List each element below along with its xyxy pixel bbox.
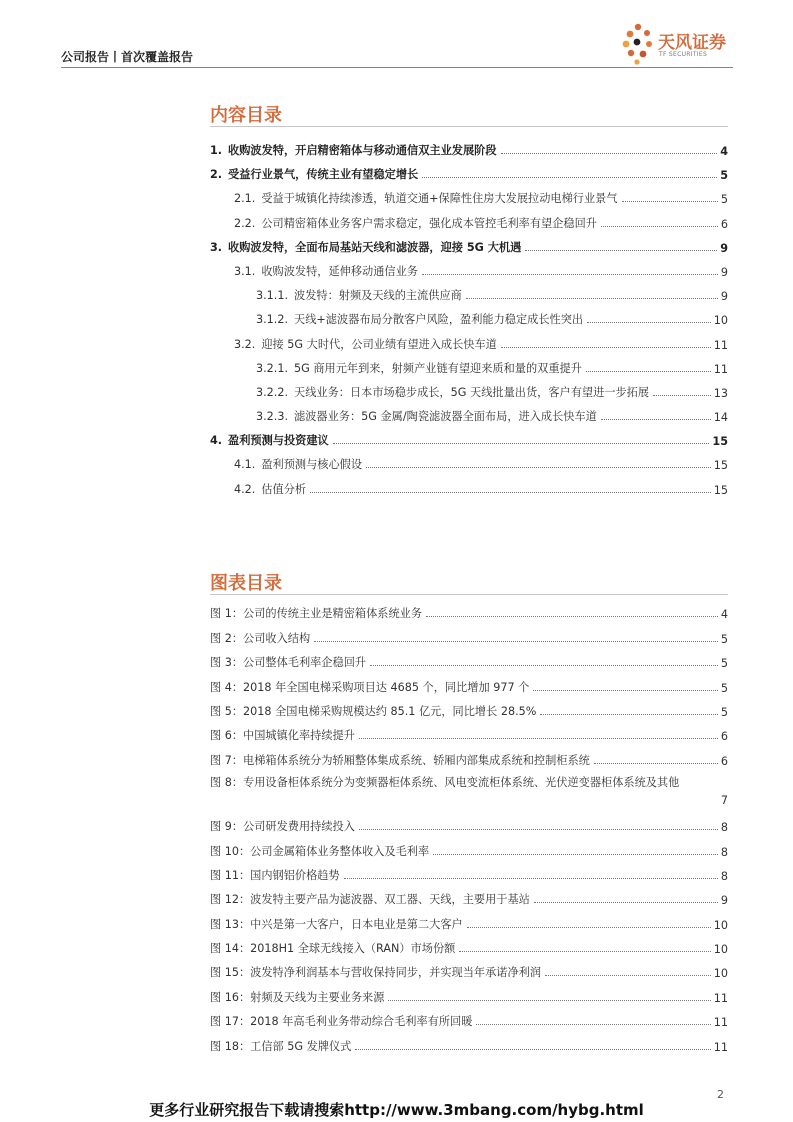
dot-leader: [534, 902, 718, 903]
figure-entry[interactable]: [210, 621, 728, 645]
figure-entry-title: 图 7：电梯箱体系统分为轿厢整体集成系统、轿厢内部集成系统和控制柜系统: [210, 753, 590, 767]
toc-entry[interactable]: [210, 279, 728, 303]
dot-leader: [467, 927, 711, 928]
figure-entry[interactable]: [210, 695, 728, 719]
toc-entry-number: 3.2.1.: [256, 361, 289, 375]
dot-leader: [433, 854, 718, 855]
figure-entry-page: 5: [720, 705, 728, 719]
dot-leader: [601, 419, 711, 420]
dot-leader: [501, 347, 711, 348]
dot-leader: [594, 763, 718, 764]
toc-entry-page: 14: [713, 411, 728, 425]
toc-entry-number: 3.1.1.: [256, 289, 289, 303]
toc-entry-page: 15: [713, 459, 728, 473]
dot-leader: [344, 878, 718, 879]
report-type-label: 公司报告丨首次覆盖报告: [61, 50, 194, 64]
toc-entry[interactable]: [210, 303, 728, 327]
figure-entry-page: 5: [720, 657, 728, 671]
figure-entry-page: 8: [720, 821, 728, 835]
figures-title-underline: [210, 594, 728, 595]
figure-entry[interactable]: [210, 1029, 728, 1053]
toc-entry-title: 收购波发特，延伸移动通信业务: [261, 264, 418, 278]
dot-leader: [525, 250, 717, 251]
toc-entry-number: 3.2.: [234, 337, 256, 351]
dot-leader: [355, 1049, 710, 1050]
toc-entry-number: 4.2.: [234, 482, 256, 496]
toc-entry-title: 滤波器业务：5G 金属/陶瓷滤波器全面布局，进入成长快车道: [294, 410, 597, 424]
toc-entry-title: 天线+滤波器布局分散客户风险，盈利能力稳定成长性突出: [294, 313, 584, 327]
figure-entry[interactable]: [210, 859, 728, 883]
toc-entry-page: 15: [712, 435, 728, 449]
dot-leader: [622, 201, 718, 202]
toc-entry-title: 收购波发特，开启精密箱体与移动通信双主业发展阶段: [228, 144, 497, 157]
figure-entry[interactable]: [210, 1005, 728, 1029]
toc-entry[interactable]: [210, 206, 728, 230]
figure-entry-title: 图 13：中兴是第一大客户，日本电业是第二大客户: [210, 917, 463, 931]
toc-entry-title: 盈利预测与投资建议: [228, 434, 329, 448]
toc-title-underline: [210, 126, 728, 127]
figure-entry[interactable]: [210, 810, 728, 834]
figure-entry-page: 5: [720, 632, 728, 646]
dot-leader: [388, 1000, 710, 1001]
dot-leader: [422, 177, 717, 178]
toc-entry[interactable]: [210, 128, 728, 158]
logo-flower-icon: [620, 18, 656, 66]
dot-leader: [587, 322, 711, 323]
figure-entry-page: 6: [720, 730, 728, 744]
dot-leader: [359, 738, 718, 739]
table-of-contents: [210, 128, 728, 497]
figures-title: 图表目录: [210, 573, 282, 594]
figure-entry-page: 11: [713, 1016, 728, 1030]
dot-leader: [310, 492, 711, 493]
toc-entry-number: 3.1.2.: [256, 313, 289, 327]
figure-entry-title: 图 8：专用设备柜体系统分为变频器柜体系统、风电变流柜体系统、光伏逆变器柜体系统及其他: [210, 775, 680, 789]
toc-entry-number: 2.: [210, 168, 223, 182]
figure-entry-title: 图 5：2018 全国电梯采购规模达约 85.1 亿元，同比增长 28.5%: [210, 704, 537, 718]
toc-entry-page: 10: [713, 314, 728, 328]
toc-entry-number: 3.2.2.: [256, 385, 289, 399]
dot-leader: [653, 395, 711, 396]
toc-entry-page: 15: [713, 483, 728, 497]
toc-entry-title: 盈利预测与核心假设: [261, 458, 363, 472]
toc-entry-number: 1.: [210, 144, 223, 157]
dot-leader: [370, 665, 718, 666]
dot-leader: [359, 829, 718, 830]
figure-entry-title: 图 17：2018 年高毛利业务带动综合毛利率有所回暖: [210, 1015, 473, 1029]
toc-entry[interactable]: [210, 400, 728, 424]
dot-leader: [366, 467, 711, 468]
toc-entry-number: 4.: [210, 434, 223, 448]
dot-leader: [601, 226, 718, 227]
toc-entry-page: 5: [720, 193, 728, 207]
dot-leader: [333, 443, 710, 444]
logo-name: 天风证券: [658, 33, 726, 53]
figure-entry-page: 8: [720, 869, 728, 883]
toc-entry-page: 9: [720, 265, 728, 279]
toc-entry-page: 13: [713, 386, 728, 400]
dot-leader: [422, 274, 718, 275]
figure-entry[interactable]: [210, 768, 728, 810]
dot-leader: [459, 951, 710, 952]
toc-entry-title: 受益于城镇化持续渗透，轨道交通+保障性住房大发展拉动电梯行业景气: [261, 192, 618, 206]
figure-entry-page: 11: [713, 991, 728, 1005]
figure-entry[interactable]: [210, 719, 728, 743]
toc-entry[interactable]: [210, 231, 728, 255]
toc-entry-page: 11: [713, 338, 728, 352]
toc-entry-title: 波发特：射频及天线的主流供应商: [294, 289, 462, 303]
toc-entry-page: 4: [720, 145, 728, 158]
dot-leader: [314, 641, 718, 642]
toc-entry-title: 天线业务：日本市场稳步成长，5G 天线批量出货，客户有望进一步拓展: [294, 385, 650, 399]
dot-leader: [545, 975, 711, 976]
toc-entry[interactable]: [210, 472, 728, 496]
toc-entry[interactable]: [210, 158, 728, 182]
figure-entry-title: 图 11：国内钢铝价格趋势: [210, 868, 340, 882]
toc-entry-page: 9: [720, 241, 728, 255]
figure-entry-page: 7: [720, 793, 728, 807]
toc-entry[interactable]: [210, 255, 728, 279]
figure-entry-title: 图 18：工信部 5G 发牌仪式: [210, 1039, 352, 1053]
figure-entry-title: 图 3：公司整体毛利率企稳回升: [210, 656, 367, 670]
dot-leader: [466, 298, 718, 299]
company-logo: [620, 18, 740, 66]
figure-entry-page: 10: [713, 918, 728, 932]
figure-entry-title: 图 4：2018 年全国电梯采购项目达 4685 个，同比增加 977 个: [210, 680, 530, 694]
figure-entry-title: 图 6：中国城镇化率持续提升: [210, 729, 355, 743]
figure-entry-page: 6: [720, 754, 728, 768]
figure-entry-page: 11: [713, 1040, 728, 1054]
dot-leader: [501, 153, 718, 154]
toc-entry[interactable]: [210, 376, 728, 400]
figure-entry-title: 图 15：波发特净利润基本与营收保持同步，并实现当年承诺净利润: [210, 966, 542, 980]
figure-entry-title: 图 1：公司的传统主业是精密箱体系统业务: [210, 607, 423, 621]
figure-entry-title: 图 12：波发特主要产品为滤波器、双工器、天线，主要用于基站: [210, 893, 530, 907]
figure-entry-page: 10: [713, 943, 728, 957]
figure-entry-title: 图 16：射频及天线为主要业务来源: [210, 990, 385, 1004]
figure-entry-page: 5: [720, 681, 728, 695]
figure-list: [210, 597, 728, 1054]
toc-entry-number: 2.1.: [234, 192, 256, 206]
toc-entry-title: 受益行业景气，传统主业有望稳定增长: [228, 168, 419, 182]
toc-entry[interactable]: [210, 352, 728, 376]
dot-leader: [533, 690, 718, 691]
figure-entry-title: 图 9：公司研发费用持续投入: [210, 820, 355, 834]
figure-entry-title: 图 10：公司金属箱体业务整体收入及毛利率: [210, 844, 430, 858]
figure-entry[interactable]: [210, 597, 728, 621]
figure-entry[interactable]: [210, 956, 728, 980]
figure-entry-page: 10: [713, 967, 728, 981]
toc-entry-number: 3.: [210, 240, 223, 254]
toc-entry[interactable]: [210, 448, 728, 472]
toc-entry[interactable]: [210, 327, 728, 351]
toc-entry-number: 2.2.: [234, 216, 256, 230]
toc-entry-number: 4.1.: [234, 458, 256, 472]
figure-entry[interactable]: [210, 883, 728, 907]
dot-leader: [476, 1024, 710, 1025]
toc-entry[interactable]: [210, 182, 728, 206]
figure-entry-page: 8: [720, 845, 728, 859]
figure-entry[interactable]: [210, 980, 728, 1004]
figure-entry[interactable]: [210, 907, 728, 931]
toc-entry-page: 11: [713, 362, 728, 376]
toc-entry-title: 估值分析: [261, 482, 307, 496]
toc-entry-page: 6: [720, 217, 728, 231]
figure-entry[interactable]: [210, 646, 728, 670]
figure-entry-title: 图 2：公司收入结构: [210, 631, 311, 645]
figure-entry-title: 图 14：2018H1 全球无线接入（RAN）市场份额: [210, 942, 456, 956]
toc-entry-page: 5: [720, 169, 728, 183]
dot-leader: [586, 371, 711, 372]
toc-entry-title: 迎接 5G 大时代，公司业绩有望进入成长快车道: [261, 337, 497, 351]
toc-title: 内容目录: [210, 105, 282, 126]
toc-entry-title: 公司精密箱体业务客户需求稳定，强化成本管控毛利率有望企稳回升: [261, 216, 597, 230]
logo-subtitle: TF SECURITIES: [659, 51, 708, 58]
dot-leader: [426, 616, 718, 617]
toc-entry-number: 3.1.: [234, 264, 256, 278]
figure-entry[interactable]: [210, 834, 728, 858]
figure-entry[interactable]: [210, 932, 728, 956]
toc-entry[interactable]: [210, 424, 728, 448]
header-divider: [61, 67, 733, 68]
figure-entry[interactable]: [210, 743, 728, 767]
figure-entry-page: 9: [720, 894, 728, 908]
dot-leader: [540, 714, 717, 715]
toc-entry-page: 9: [720, 290, 728, 304]
footer-download-text: 更多行业研究报告下载请搜索http://www.3mbang.com/hybg.html: [149, 1101, 644, 1119]
toc-entry-title: 收购波发特，全面布局基站天线和滤波器，迎接 5G 大机遇: [228, 240, 522, 254]
toc-entry-title: 5G 商用元年到来，射频产业链有望迎来质和量的双重提升: [294, 361, 582, 375]
toc-entry-number: 3.2.3.: [256, 410, 289, 424]
figure-entry-page: 4: [720, 608, 728, 622]
figure-entry[interactable]: [210, 670, 728, 694]
page-number: 2: [717, 1088, 724, 1101]
